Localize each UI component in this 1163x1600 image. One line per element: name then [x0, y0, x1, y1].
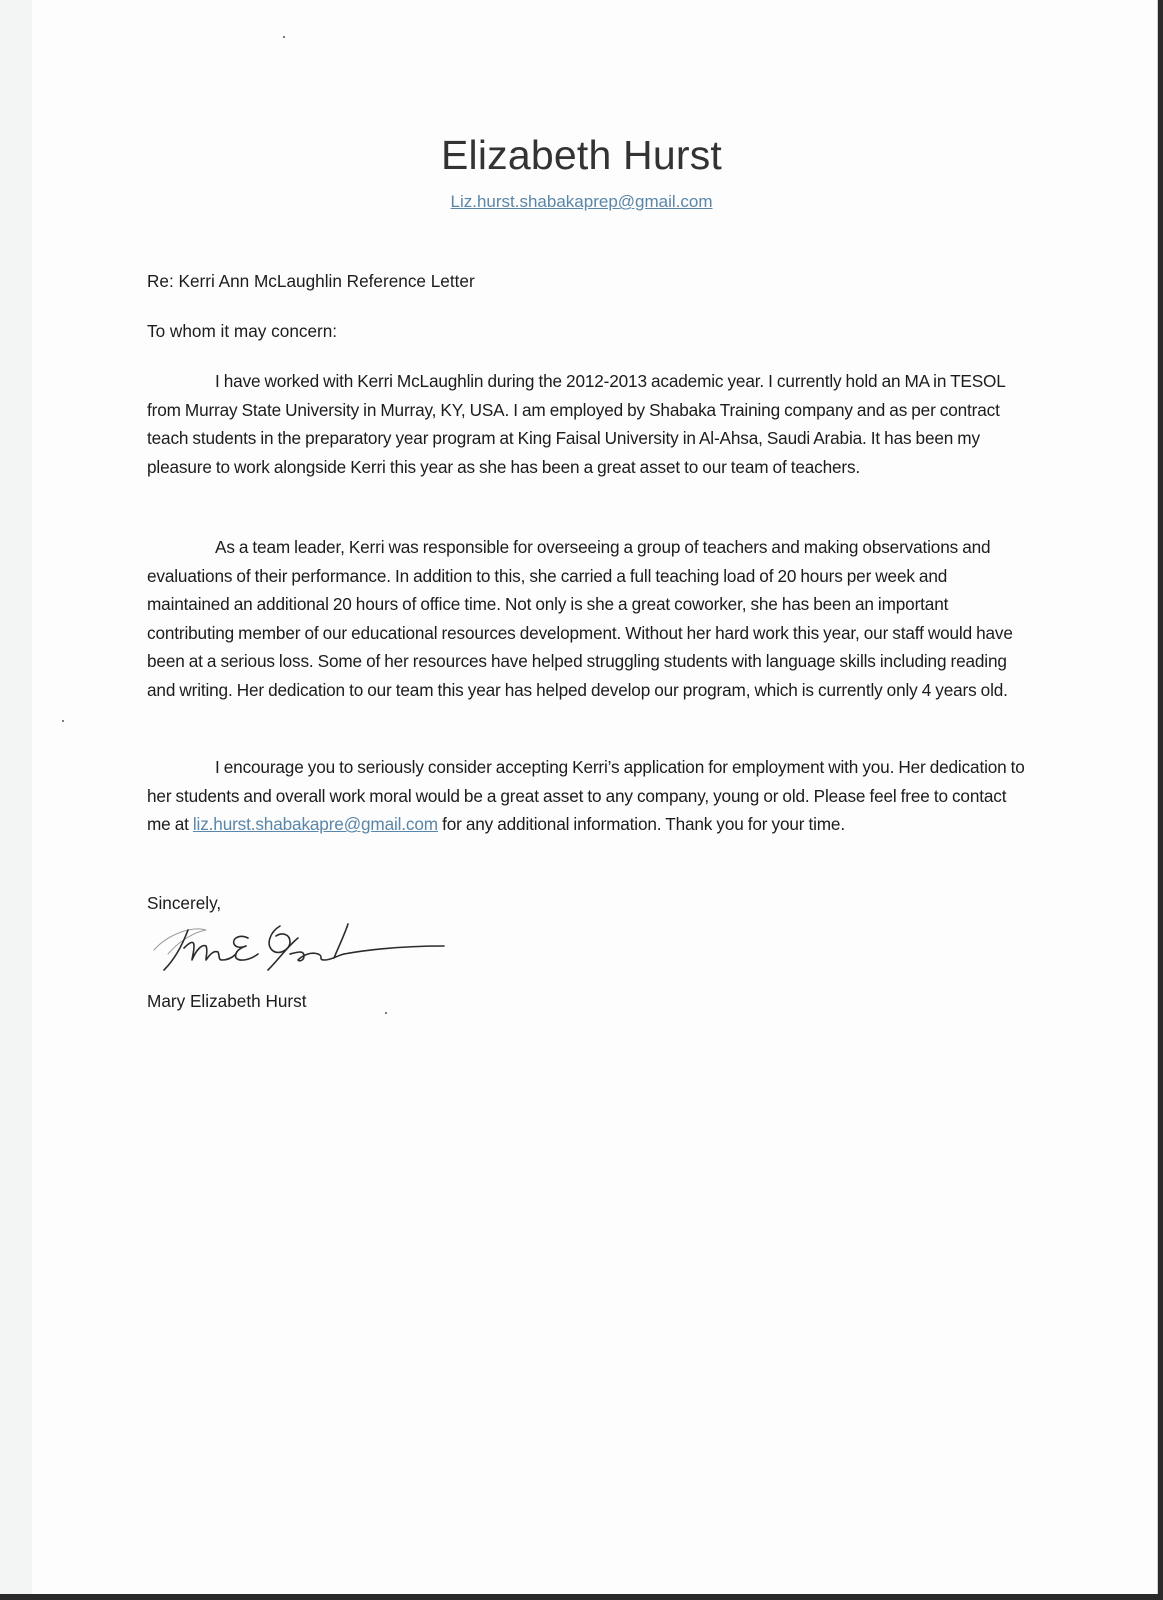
- recommendation-text: I encourage you to seriously consider accepting Kerri’s application for employment with you. Her dedication to her students and overall work moral would be a great asset to any company, young or old. Please feel free to contact me at: [147, 757, 1025, 835]
- subject-line: Re: Kerri Ann McLaughlin Reference Letter: [147, 271, 475, 291]
- letterhead-email-link[interactable]: Liz.hurst.shabakaprep@gmail.com: [450, 192, 713, 211]
- paragraph-introduction: I have worked with Kerri McLaughlin during the 2012-2013 academic year. I currently hold an MA in TESOL from Murray State University in Murray, KY, USA. I am employed by Shabaka Training company and as per contract teach students in the preparatory year program at King Faisal University in Al-Ahsa, Saudi Arabia. It has been my pleasure to work alongside Kerri this year as she has been a great asset to our team of teachers.: [147, 371, 1006, 477]
- scan-speck: [62, 720, 64, 722]
- contact-email-link[interactable]: liz.hurst.shabakapre@gmail.com: [192, 814, 438, 835]
- signature-icon: [148, 920, 448, 978]
- scan-speck: [283, 36, 285, 38]
- closing: Sincerely,: [147, 893, 222, 913]
- recommendation-text-end: for any additional information. Thank you for your time.: [437, 814, 845, 835]
- scan-edge-shade: [0, 0, 32, 1594]
- salutation: To whom it may concern:: [147, 321, 338, 341]
- letterhead-name: Elizabeth Hurst: [440, 132, 722, 178]
- paragraph-responsibilities: As a team leader, Kerri was responsible for overseeing a group of teachers and making observations and evaluations of their performance. In addition to this, she carried a full teaching load of 20 hours per week and maintained an additional 20 hours of office time. Not only is she a great coworker, she has been an important contributing member of our educational resources development. Without her hard work this year, our staff would have been at a serious loss. Some of her resources have helped struggling students with language skills including reading and writing. Her dedication to our team this year has helped develop our program, which is currently only 4 years old.: [147, 537, 1013, 700]
- signer-name: Mary Elizabeth Hurst: [147, 991, 307, 1011]
- paragraph-recommendation: [147, 753, 1027, 839]
